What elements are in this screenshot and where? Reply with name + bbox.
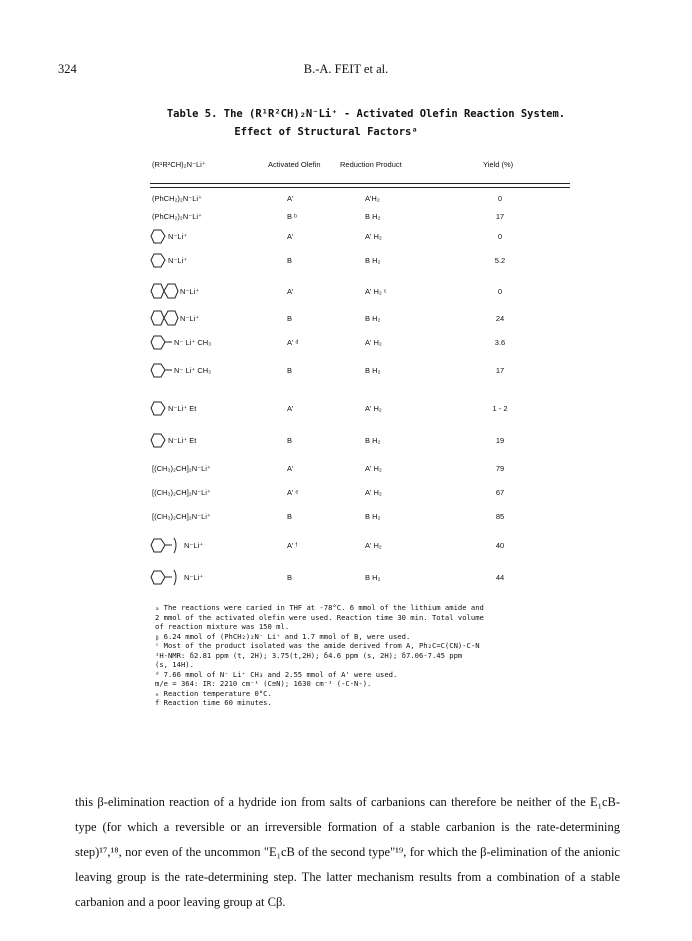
- table-row: N⁻ Li⁺ CH₃ B B H₂ 17: [0, 362, 692, 382]
- footnote-line: m/e = 364: IR: 2210 cm⁻¹ (C≡N); 1630 cm⁻¹ (-C-N-).: [155, 679, 372, 688]
- piperidine-ring-icon: [150, 252, 166, 270]
- footnote-line: ₑ Reaction temperature 0°C.: [155, 688, 272, 698]
- table-footnotes: [155, 603, 615, 708]
- table-subcaption: Effect of Structural Factorsᵃ: [234, 126, 418, 138]
- footnote-line: of reaction mixture was 150 ml.: [155, 622, 290, 631]
- piperidine-ring-icon: [150, 432, 166, 450]
- body-paragraph: [75, 790, 620, 915]
- table-row: N⁻ Li⁺ CH₃ A' ᵈ A' H₂ 3.6: [0, 334, 692, 354]
- table-row: (PhCH₂)₂N⁻Li⁺ B ᵇ B H₂ 17: [152, 212, 505, 221]
- table-row: (PhCH₂)₂N⁻Li⁺ A' A'H₂ 0: [152, 194, 503, 203]
- cyclohexyl-ring-icon: [150, 362, 172, 380]
- dicyclohexyl-icon: [150, 569, 180, 587]
- footnote-line: ₐ The reactions were caried in THF at -78°C. 6 mmol of the lithium amide and: [155, 603, 484, 612]
- footnote-line: ᵦ 6.24 mmol of (PhCH₂)₂N⁻ Li⁺ and 1.7 mmol of B, were used.: [155, 631, 411, 641]
- table-row: [(CH₃)₂CH]₂N⁻Li⁺ A' A' H₂ 79: [152, 464, 505, 473]
- cyclohexyl-ring-icon: [150, 334, 172, 352]
- table-row: N⁻Li⁺ Et B B H₂ 19: [0, 432, 692, 452]
- header-yield: Yield (%): [483, 160, 514, 169]
- table-row: [(CH₃)₂CH]₂N⁻Li⁺ B B H₂ 85: [152, 512, 505, 521]
- piperidine-ring-icon: [150, 228, 166, 246]
- header-product: Reduction Product: [340, 160, 402, 169]
- footnote-line: 2 mmol of the activated olefin were used. Reaction time 30 min. Total volume: [155, 612, 484, 622]
- running-title: B.-A. FEIT et al.: [303, 62, 389, 76]
- page-number: 324: [58, 62, 77, 76]
- dicyclohexyl-icon: [150, 537, 180, 555]
- table-row: N⁻Li⁺ A' A' H₂ 0: [0, 228, 692, 248]
- table-row: N⁻Li⁺ B B H₂ 5.2: [0, 252, 692, 272]
- table-row: N⁻Li⁺ B B H₂ 44: [0, 569, 692, 589]
- table-caption: Table 5. The (R¹R²CH)₂N⁻Li⁺ - Activated Olefin Reaction System.: [166, 108, 566, 120]
- footnote-line: ᶜ Most of the product isolated was the amide derived from A, Ph₂C=C(CN)-C-N: [155, 641, 480, 650]
- tetrahydroisoquinoline-ring-icon: [150, 310, 178, 328]
- piperidine-ring-icon: [150, 400, 166, 418]
- table-row: N⁻Li⁺ B B H₂ 24: [0, 310, 692, 330]
- tetrahydroisoquinoline-ring-icon: [150, 283, 178, 301]
- table-row: N⁻Li⁺ A' ᶠ A' H₂ 40: [0, 537, 692, 557]
- footnote-line: ¹H-NMR: δ2.81 ppm (t, 2H); 3.75(t,2H); δ4.6 ppm (s, 2H); δ7.06-7.45 ppm: [155, 650, 463, 660]
- footnote-line: (s, 14H).: [155, 660, 194, 669]
- table-row: N⁻Li⁺ Et A' A' H₂ 1 - 2: [0, 400, 692, 420]
- header-olefin: Activated Olefin: [268, 160, 321, 169]
- footnote-line: f Reaction time 60 minutes.: [155, 698, 272, 707]
- footnote-line: ᵈ 7.66 mmol of N⁻ Li⁺ CH₃ and 2.55 mmol of A' were used.: [155, 669, 398, 679]
- header-amide: (R¹R²CH)₂N⁻Li⁺: [152, 160, 206, 169]
- body-text: this β-elimination reaction of a hydride ion from salts of carbanions can therefore be neither of the E₁cB-type (for which a reversible or an irreversible formation of a stable carbanion is the rate-determining step)¹⁷,¹⁸, nor even of the uncommon "E₁cB of the second type"¹⁹, for which the β-elimination of the anionic leaving group is the rate-determining step. The latter mechanism results from a combination of a stable carbanion and a poor leaving group at Cβ.: [75, 795, 620, 909]
- table-row: [(CH₃)₂CH]₂N⁻Li⁺ A' ᵉ A' H₂ 67: [152, 488, 505, 497]
- table-row: N⁻Li⁺ A' A' H₂ ᶜ 0: [0, 283, 692, 303]
